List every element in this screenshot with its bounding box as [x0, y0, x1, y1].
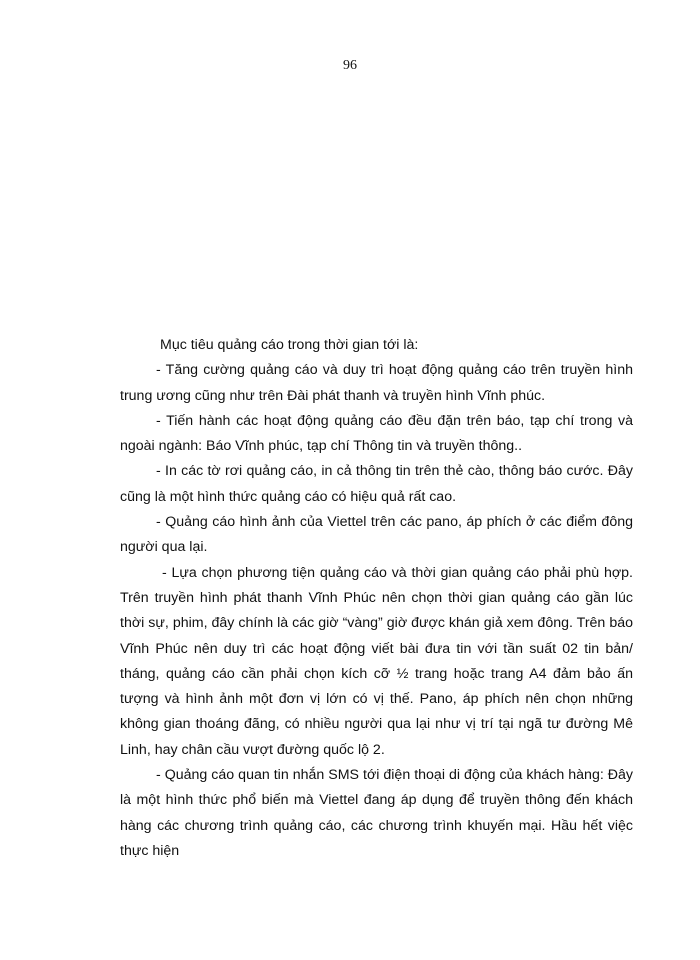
- paragraph-media-selection: - Lựa chọn phương tiện quảng cáo và thời gian quảng cáo phải phù hợp. Trên truyền hình phát thanh Vĩnh Phúc nên chọn thời gian quảng cáo gần lúc thời sự, phim, đây chính là các giờ “vàng” giờ được khán giả xem đông. Trên báo Vĩnh Phúc nên duy trì các hoạt động viết bài đưa tin với tần suất 02 tin bản/ tháng, quảng cáo cần phải chọn kích cỡ ½ trang hoặc trang A4 đảm bảo ấn tượng và hình ảnh một đơn vị lớn có vị thế. Pano, áp phích nên chọn những không gian thoáng đãng, có nhiều người qua lại như vị trí tại ngã tư đường Mê Linh, hay chân cầu vượt đường quốc lộ 2.: [120, 564, 633, 758]
- paragraph-sms-advertising: - Quảng cáo quan tin nhắn SMS tới điện thoại di động của khách hàng: Đây là một hình thức phổ biến mà Viettel đang áp dụng để truyền thông đến khách hàng các chương trình quảng cáo, các chương trình khuyến mại. Hầu hết việc thực hiện: [120, 767, 633, 859]
- paragraph-leaflets: - In các tờ rơi quảng cáo, in cả thông tin trên thẻ cào, thông báo cước. Đây cũng là một hình thức quảng cáo có hiệu quả rất cao.: [120, 463, 633, 505]
- body-text: [120, 333, 633, 864]
- paragraph-press-advertising: - Tiến hành các hoạt động quảng cáo đều đặn trên báo, tạp chí trong và ngoài ngành: Báo Vĩnh phúc, tạp chí Thông tin và truyền thông..: [120, 412, 633, 455]
- paragraph-billboards: - Quảng cáo hình ảnh của Viettel trên các pano, áp phích ở các điểm đông người qua lại.: [120, 514, 633, 556]
- page-number: 96: [343, 58, 357, 73]
- paragraph-tv-advertising: - Tăng cường quảng cáo và duy trì hoạt động quảng cáo trên truyền hình trung ương cũng như trên Đài phát thanh và truyền hình Vĩnh phúc.: [120, 362, 633, 404]
- intro-paragraph: Mục tiêu quảng cáo trong thời gian tới là:: [160, 337, 419, 353]
